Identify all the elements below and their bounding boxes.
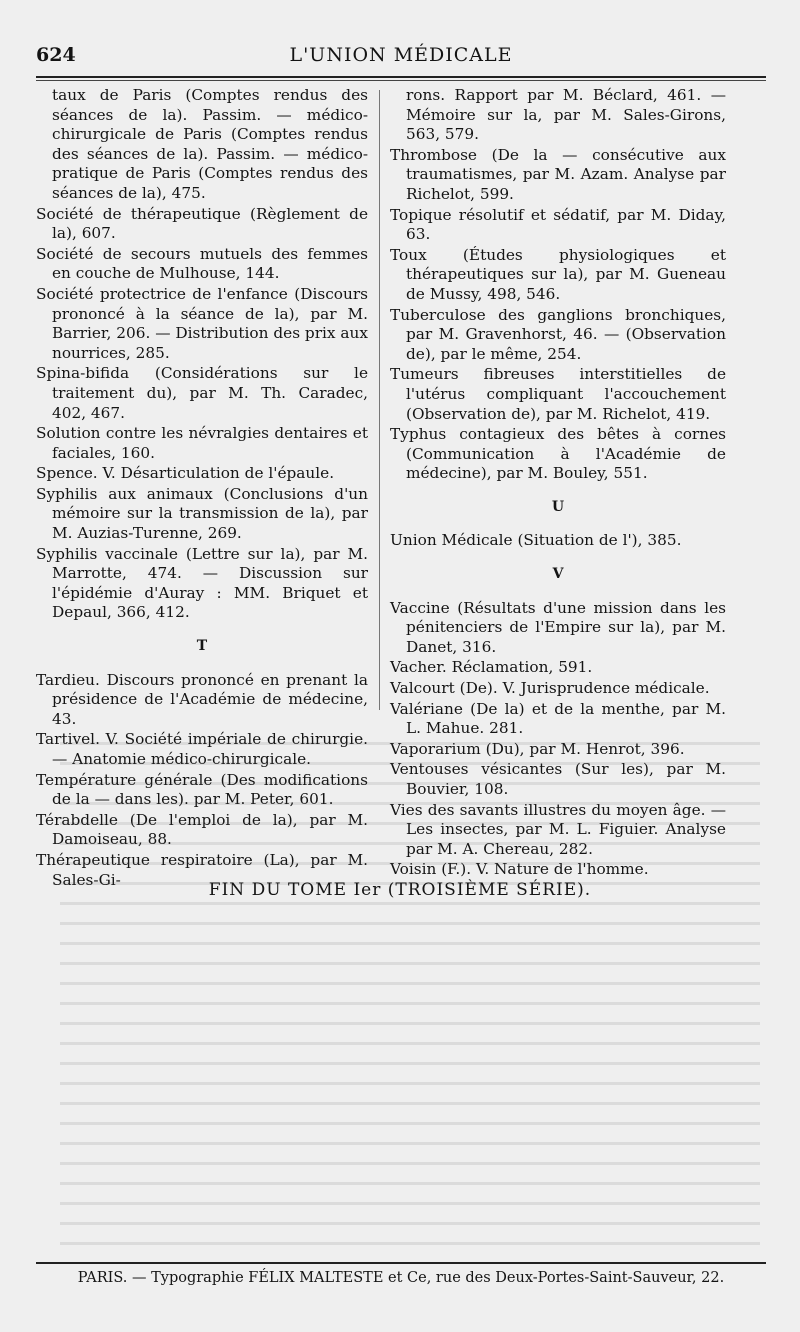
end-of-volume-note: FIN DU TOME Ier (TROISIÈME SÉRIE). <box>208 880 592 900</box>
index-entry: Toux (Études physiologiques et thérapeutiques sur la), par M. Gueneau de Mussy, 498, 546. <box>390 245 726 303</box>
page-number: 624 <box>36 44 76 66</box>
index-entry: Valériane (De la) et de la menthe, par M. L. Mahue. 281. <box>390 699 726 738</box>
index-entry: Société de thérapeutique (Règlement de la), 607. <box>36 204 368 243</box>
index-entry: Thrombose (De la — consécutive aux traumatismes, par M. Azam. Analyse par Richelot, 599. <box>390 145 726 203</box>
index-entry: Typhus contagieux des bêtes à cornes (Communication à l'Académie de médecine), par M. Bouley, 551. <box>390 425 726 483</box>
index-entry: Tardieu. Discours prononcé en prenant la présidence de l'Académie de médecine, 43. <box>36 670 368 728</box>
index-entry: Union Médicale (Situation de l'), 385. <box>390 531 682 550</box>
index-entry: Tartivel. V. Société impériale de chirurgie. — Anatomie médico-chirurgicale. <box>36 730 368 768</box>
index-entry: Voisin (F.). V. Nature de l'homme. <box>390 860 649 879</box>
index-entry: Vaporarium (Du), par M. Henrot, 396. <box>390 739 685 758</box>
section-letter-heading: V <box>552 566 564 583</box>
index-entry: Ventouses vésicantes (Sur les), par M. Bouvier, 108. <box>390 760 726 798</box>
index-entry: Tuberculose des ganglions bronchiques, par M. Gravenhorst, 46. — (Observation de), par le même, 254. <box>390 305 726 363</box>
index-entry: Société de secours mutuels des femmes en couche de Mulhouse, 144. <box>36 244 368 283</box>
index-column-left <box>36 86 368 891</box>
section-letter-heading: T <box>196 638 208 655</box>
page-header <box>36 44 766 74</box>
index-entry: Topique résolutif et sédatif, par M. Diday, 63. <box>390 205 726 244</box>
index-entry: Solution contre les névralgies dentaires et faciales, 160. <box>36 424 368 462</box>
printer-imprint: PARIS. — Typographie FÉLIX MALTESTE et Ce, rue des Deux-Portes-Saint-Sauveur, 22. <box>77 1270 725 1286</box>
index-entry: Vies des savants illustres du moyen âge. — Les insectes, par M. L. Figuier. Analyse par M. A. Chereau, 282. <box>390 800 726 858</box>
index-entry: Valcourt (De). V. Jurisprudence médicale. <box>390 679 710 698</box>
index-entry: Spina-bifida (Considérations sur le traitement du), par M. Th. Caradec, 402, 467. <box>36 364 368 422</box>
index-entry: Térabdelle (De l'emploi de la), par M. Damoiseau, 88. <box>36 810 368 849</box>
index-entry: Vacher. Réclamation, 591. <box>390 658 593 677</box>
footer-rule <box>36 1262 766 1264</box>
index-entry: Vaccine (Résultats d'une mission dans les pénitenciers de l'Empire sur la), par M. Danet, 316. <box>390 598 726 656</box>
index-entry: Température générale (Des modifications de la — dans les). par M. Peter, 601. <box>36 770 368 809</box>
index-entry: Tumeurs fibreuses interstitielles de l'utérus compliquant l'accouchement (Observation de), par M. Richelot, 419. <box>390 365 726 423</box>
header-rule <box>36 76 766 78</box>
index-entry: rons. Rapport par M. Béclard, 461. — Mémoire sur la, par M. Sales-Girons, 563, 579. <box>406 86 726 144</box>
index-entry: Spence. V. Désarticulation de l'épaule. <box>36 464 335 483</box>
index-entry: Syphilis vaccinale (Lettre sur la), par M. Marrotte, 474. — Discussion sur l'épidémie d'Auray : MM. Briquet et Depaul, 366, 412. <box>36 544 368 622</box>
index-entry: Thérapeutique respiratoire (La), par M. Sales-Gi- <box>36 850 368 889</box>
section-letter-heading: U <box>551 498 565 515</box>
index-column-right <box>390 86 726 881</box>
header-rule-thin <box>36 80 766 81</box>
index-entry: Syphilis aux animaux (Conclusions d'un mémoire sur la transmission de la), par M. Auzias-Turenne, 269. <box>36 484 368 543</box>
column-divider <box>379 90 380 710</box>
index-entry: Société protectrice de l'enfance (Discours prononcé à la séance de la), par M. Barrier, 206. — Distribution des prix aux nourrices, 285. <box>36 284 368 362</box>
journal-title: L'UNION MÉDICALE <box>289 44 513 66</box>
index-entry: taux de Paris (Comptes rendus des séances de la). Passim. — médico-chirurgicale de Paris (Comptes rendus des séances de la). Passim. — médico-pratique de Paris (Comptes rendus des séances de la), 475. <box>52 86 368 202</box>
